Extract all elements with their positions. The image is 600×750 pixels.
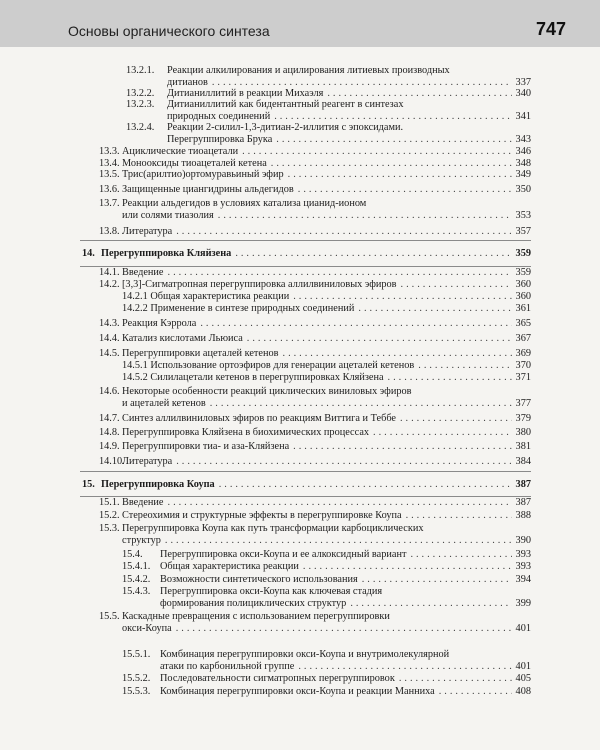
dot-leader bbox=[165, 535, 512, 547]
entry-title: 14.5.1 Использование ортоэфиров для генерации ацеталей кетенов bbox=[122, 360, 415, 371]
dot-leader bbox=[406, 510, 512, 522]
dot-leader bbox=[298, 661, 511, 673]
entry-title: Синтез аллилвиниловых эфиров по реакциям Виттига и Теббе bbox=[122, 413, 396, 424]
entry-title-line: Каскадные превращения с использованием перегруппировки bbox=[122, 611, 390, 622]
dot-leader bbox=[176, 456, 511, 468]
dot-leader bbox=[399, 673, 512, 685]
entry-title: Трис(арилтио)ортомуравьиный эфир bbox=[122, 169, 284, 180]
toc-entry bbox=[99, 267, 531, 279]
dot-leader bbox=[176, 623, 512, 635]
entry-number: 15.4.2. bbox=[122, 574, 151, 585]
dot-leader bbox=[283, 348, 512, 360]
entry-page-number: 387 bbox=[515, 479, 531, 490]
entry-title-line: Дитианиллитий как бидентантный реагент в синтезах bbox=[167, 99, 404, 110]
toc-entry bbox=[122, 686, 531, 698]
dot-leader bbox=[388, 372, 512, 384]
entry-title: окси-Коупа bbox=[122, 623, 172, 634]
toc-entry bbox=[160, 598, 531, 610]
entry-number: 14.7. bbox=[99, 413, 120, 424]
entry-title: Перегруппировка Брука bbox=[167, 134, 273, 145]
toc-entry bbox=[99, 413, 531, 425]
toc-entry bbox=[122, 210, 531, 222]
entry-page-number: 361 bbox=[515, 303, 531, 314]
entry-page-number: 390 bbox=[515, 535, 531, 546]
entry-page-number: 401 bbox=[515, 661, 531, 672]
dot-leader bbox=[200, 318, 511, 330]
entry-title: Защищенные циангидрины альдегидов bbox=[122, 184, 294, 195]
entry-title: Ациклические тиоацетали bbox=[122, 146, 239, 157]
dot-leader bbox=[176, 226, 511, 238]
dot-leader bbox=[362, 574, 512, 586]
entry-number: 13.4. bbox=[99, 158, 120, 169]
entry-title: Монооксиды тиоацеталей кетена bbox=[122, 158, 267, 169]
entry-page-number: 401 bbox=[515, 623, 531, 634]
dot-leader bbox=[276, 134, 511, 146]
entry-page-number: 357 bbox=[515, 226, 531, 237]
toc-entry bbox=[122, 673, 531, 685]
entry-page-number: 343 bbox=[515, 134, 531, 145]
entry-number: 15.2. bbox=[99, 510, 120, 521]
entry-number: 14. bbox=[82, 248, 95, 259]
entry-title: Перегруппировка Кляйзена bbox=[101, 248, 232, 259]
entry-number: 15.5.3. bbox=[122, 686, 151, 697]
dot-leader bbox=[350, 598, 511, 610]
entry-title: Комбинация перегруппировки окси-Коупа и реакции Манниха bbox=[160, 686, 435, 697]
toc-entry bbox=[122, 291, 531, 303]
entry-number: 13.2.2. bbox=[126, 88, 155, 99]
entry-title: Последовательности сигматропных перегруппировок bbox=[160, 673, 395, 684]
entry-number: 13.2.1. bbox=[126, 65, 155, 76]
toc-entry bbox=[122, 549, 531, 561]
toc-entry bbox=[167, 134, 531, 146]
entry-number: 13.8. bbox=[99, 226, 120, 237]
entry-page-number: 370 bbox=[515, 360, 531, 371]
entry-page-number: 337 bbox=[515, 77, 531, 88]
entry-title: Стереохимия и структурные эффекты в перегруппировке Коупа bbox=[122, 510, 402, 521]
running-title: Основы органического синтеза bbox=[68, 23, 270, 39]
entry-page-number: 367 bbox=[515, 333, 531, 344]
entry-title-line: Комбинация перегруппировки окси-Коупа и внутримолекулярной bbox=[160, 649, 450, 660]
toc-entry bbox=[99, 456, 531, 468]
entry-page-number: 381 bbox=[515, 441, 531, 452]
dot-leader bbox=[247, 333, 512, 345]
toc-entry bbox=[122, 398, 531, 410]
toc-entry bbox=[122, 561, 531, 573]
entry-title: Общая характеристика реакции bbox=[160, 561, 299, 572]
toc-entry bbox=[99, 226, 531, 238]
dot-leader bbox=[401, 279, 512, 291]
page-number: 747 bbox=[535, 19, 566, 39]
dot-leader bbox=[293, 291, 511, 303]
entry-title-line: Реакции альдегидов в условиях катализа цианид-ионом bbox=[122, 198, 367, 209]
entry-page-number: 387 bbox=[515, 497, 531, 508]
toc-entry bbox=[99, 427, 531, 439]
entry-title-line: Некоторые особенности реакций циклических виниловых эфиров bbox=[122, 386, 412, 397]
entry-page-number: 380 bbox=[515, 427, 531, 438]
toc-entry bbox=[99, 318, 531, 330]
entry-page-number: 359 bbox=[515, 248, 531, 259]
entry-title: Перегруппировка Коупа bbox=[101, 479, 215, 490]
entry-title: природных соединений bbox=[167, 111, 271, 122]
dot-leader bbox=[373, 427, 512, 439]
entry-page-number: 348 bbox=[515, 158, 531, 169]
entry-title-line: Реакции алкилирования и ацилирования литиевых производных bbox=[167, 65, 450, 76]
entry-title: 14.2.2 Применение в синтезе природных соединений bbox=[122, 303, 355, 314]
dot-leader bbox=[242, 146, 511, 158]
dot-leader bbox=[219, 479, 512, 491]
entry-page-number: 350 bbox=[515, 184, 531, 195]
entry-title: Введение bbox=[122, 497, 164, 508]
entry-page-number: 384 bbox=[515, 456, 531, 467]
toc-entry bbox=[99, 169, 531, 181]
toc-entry bbox=[160, 661, 531, 673]
entry-number: 15.5.2. bbox=[122, 673, 151, 684]
entry-page-number: 399 bbox=[515, 598, 531, 609]
dot-leader bbox=[293, 441, 511, 453]
toc-entry bbox=[122, 303, 531, 315]
entry-title: 14.5.2 Силилацетали кетенов в перегруппировках Кляйзена bbox=[122, 372, 384, 383]
entry-page-number: 393 bbox=[515, 549, 531, 560]
entry-page-number: 369 bbox=[515, 348, 531, 359]
entry-page-number: 349 bbox=[515, 169, 531, 180]
dot-leader bbox=[418, 360, 511, 372]
entry-page-number: 377 bbox=[515, 398, 531, 409]
toc-entry bbox=[122, 574, 531, 586]
entry-number: 14.4. bbox=[99, 333, 120, 344]
entry-title: Литература bbox=[122, 456, 173, 467]
entry-page-number: 365 bbox=[515, 318, 531, 329]
entry-number: 13.7. bbox=[99, 198, 120, 209]
dot-leader bbox=[303, 561, 512, 573]
entry-number: 15. bbox=[82, 479, 95, 490]
toc-entry bbox=[99, 441, 531, 453]
entry-title: Возможности синтетического использования bbox=[160, 574, 358, 585]
section-rule bbox=[80, 240, 531, 241]
entry-title: Перегруппировки тиа- и аза-Кляйзена bbox=[122, 441, 290, 452]
page-header bbox=[0, 0, 600, 47]
entry-number: 13.3. bbox=[99, 146, 120, 157]
entry-number: 14.8. bbox=[99, 427, 120, 438]
toc-entry bbox=[99, 184, 531, 196]
entry-title: Перегруппировки ацеталей кетенов bbox=[122, 348, 279, 359]
entry-title: Катализ кислотами Льюиса bbox=[122, 333, 243, 344]
chapter-entry bbox=[82, 248, 531, 260]
toc-entry bbox=[99, 146, 531, 158]
dot-leader bbox=[210, 398, 512, 410]
toc-entry bbox=[122, 360, 531, 372]
entry-title: [3,3]-Сигматропная перегруппировка аллилвиниловых эфиров bbox=[122, 279, 397, 290]
entry-page-number: 353 bbox=[515, 210, 531, 221]
entry-page-number: 360 bbox=[515, 291, 531, 302]
entry-number: 14.3. bbox=[99, 318, 120, 329]
entry-title: Литература bbox=[122, 226, 173, 237]
dot-leader bbox=[168, 497, 512, 509]
entry-page-number: 408 bbox=[515, 686, 531, 697]
entry-number: 15.4. bbox=[122, 549, 143, 560]
entry-number: 15.4.3. bbox=[122, 586, 151, 597]
entry-title-line: Реакции 2-силил-1,3-дитиан-2-иллития с эпоксидами. bbox=[167, 122, 404, 133]
entry-title: Реакция Кэррола bbox=[122, 318, 197, 329]
entry-number: 14.10. bbox=[99, 456, 125, 467]
entry-page-number: 393 bbox=[515, 561, 531, 572]
entry-number: 13.2.4. bbox=[126, 122, 155, 133]
dot-leader bbox=[439, 686, 512, 698]
entry-number: 15.5.1. bbox=[122, 649, 151, 660]
entry-number: 14.2. bbox=[99, 279, 120, 290]
entry-title: или солями тиазолия bbox=[122, 210, 214, 221]
dot-leader bbox=[410, 549, 511, 561]
chapter-entry bbox=[82, 479, 531, 491]
entry-page-number: 360 bbox=[515, 279, 531, 290]
entry-number: 13.6. bbox=[99, 184, 120, 195]
toc-entry bbox=[99, 348, 531, 360]
dot-leader bbox=[235, 248, 511, 260]
entry-page-number: 388 bbox=[515, 510, 531, 521]
entry-page-number: 394 bbox=[515, 574, 531, 585]
entry-page-number: 371 bbox=[515, 372, 531, 383]
dot-leader bbox=[358, 303, 511, 315]
section-rule bbox=[80, 471, 531, 472]
entry-title: атаки по карбонильной группе bbox=[160, 661, 295, 672]
dot-leader bbox=[400, 413, 512, 425]
dot-leader bbox=[168, 267, 512, 279]
toc-entry bbox=[122, 623, 531, 635]
entry-title-line: Перегруппировка Коупа как путь трансформации карбоциклических bbox=[122, 523, 424, 534]
entry-title-line: Перегруппировка окси-Коупа как ключевая стадия bbox=[160, 586, 383, 597]
entry-title: Перегруппировка окси-Коупа и ее алкоксидный вариант bbox=[160, 549, 407, 560]
entry-title: и ацеталей кетенов bbox=[122, 398, 206, 409]
entry-title: формирования полициклических структур bbox=[160, 598, 347, 609]
toc-entry bbox=[99, 279, 531, 291]
dot-leader bbox=[288, 169, 512, 181]
entry-number: 15.1. bbox=[99, 497, 120, 508]
entry-number: 14.1. bbox=[99, 267, 120, 278]
entry-page-number: 341 bbox=[515, 111, 531, 122]
entry-number: 15.5. bbox=[99, 611, 120, 622]
entry-title: дитианов bbox=[167, 77, 208, 88]
entry-title: Дитианиллитий в реакции Михаэля bbox=[167, 88, 324, 99]
entry-number: 15.3. bbox=[99, 523, 120, 534]
toc-entry bbox=[122, 535, 531, 547]
entry-title: Перегруппировка Кляйзена в биохимических процессах bbox=[122, 427, 370, 438]
dot-leader bbox=[298, 184, 512, 196]
entry-number: 14.9. bbox=[99, 441, 120, 452]
entry-page-number: 359 bbox=[515, 267, 531, 278]
entry-title: структур bbox=[122, 535, 161, 546]
entry-number: 14.6. bbox=[99, 386, 120, 397]
entry-number: 13.2.3. bbox=[126, 99, 155, 110]
toc-entry bbox=[99, 333, 531, 345]
entry-number: 13.5. bbox=[99, 169, 120, 180]
toc-entry bbox=[99, 497, 531, 509]
entry-number: 14.5. bbox=[99, 348, 120, 359]
entry-title: 14.2.1 Общая характеристика реакции bbox=[122, 291, 290, 302]
toc-entry bbox=[122, 372, 531, 384]
entry-page-number: 340 bbox=[515, 88, 531, 99]
entry-page-number: 379 bbox=[515, 413, 531, 424]
toc-entry bbox=[99, 510, 531, 522]
entry-page-number: 405 bbox=[515, 673, 531, 684]
entry-page-number: 346 bbox=[515, 146, 531, 157]
dot-leader bbox=[218, 210, 512, 222]
entry-number: 15.4.1. bbox=[122, 561, 151, 572]
entry-title: Введение bbox=[122, 267, 164, 278]
